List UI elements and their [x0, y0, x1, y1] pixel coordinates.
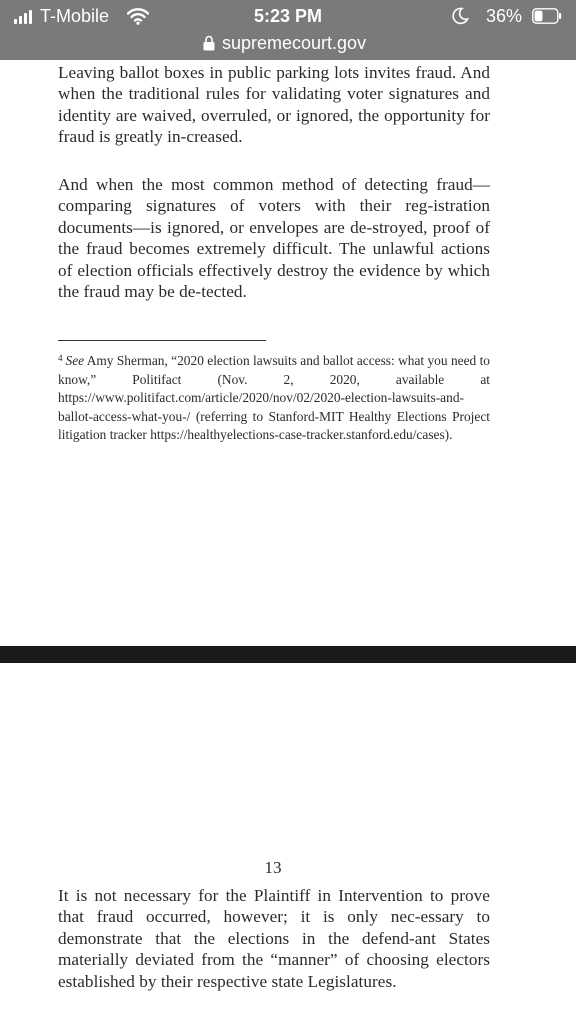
page-divider [0, 646, 576, 663]
footnote [58, 349, 490, 445]
footnote-signal: See [65, 353, 85, 368]
document-page [0, 663, 576, 1024]
browser-top-bar [0, 0, 576, 60]
page-number: 13 [264, 858, 282, 877]
body-paragraph: It is not necessary for the Plaintiff in Intervention to prove that fraud occurred, however; it is only nec-essary to demonstrate that the elections in the defend-ant States materially deviated from the “manner” of choosing electors established by their respective state Legislatures. [58, 886, 490, 991]
battery-percentage: 36% [486, 6, 523, 26]
address-bar[interactable] [0, 32, 576, 58]
battery-icon [532, 8, 562, 24]
footnote-divider [58, 340, 266, 341]
footnote-text: Amy Sherman, “2020 election lawsuits and ballot access: what you need to know,” Politifact (Nov. 2, 2020, available at https://www.politifact.com/article/2020/nov/02/2020-election-lawsuits-and-ballot-access-what-you-/ (referring to Stanford-MIT Healthy Elections Project litigation tracker https://healthyelections-case-tracker.stanford.edu/cases). [58, 353, 490, 443]
status-bar [0, 0, 576, 32]
body-paragraph: Leaving ballot boxes in public parking lots invites fraud. And when the traditional rules for validating voter signatures and identity are waived, overruled, or ignored, the opportunity for fraud is greatly in-creased. [58, 63, 490, 147]
footnote-marker: 4 [58, 353, 63, 363]
clock-time: 5:23 PM [253, 6, 323, 26]
moon-icon [451, 7, 469, 25]
url-text[interactable]: supremecourt.gov [222, 33, 367, 53]
lock-icon [203, 35, 215, 51]
document-page [0, 60, 576, 646]
carrier-name: T-Mobile [40, 6, 110, 26]
body-paragraph: And when the most common method of detecting fraud—comparing signatures of voters with their reg-istration documents—is ignored, or envelopes are de-stroyed, proof of the fraud becomes extremely difficult. The unlawful actions of election officials effectively destroy the evidence by which the fraud may be de-tected. [58, 175, 490, 302]
